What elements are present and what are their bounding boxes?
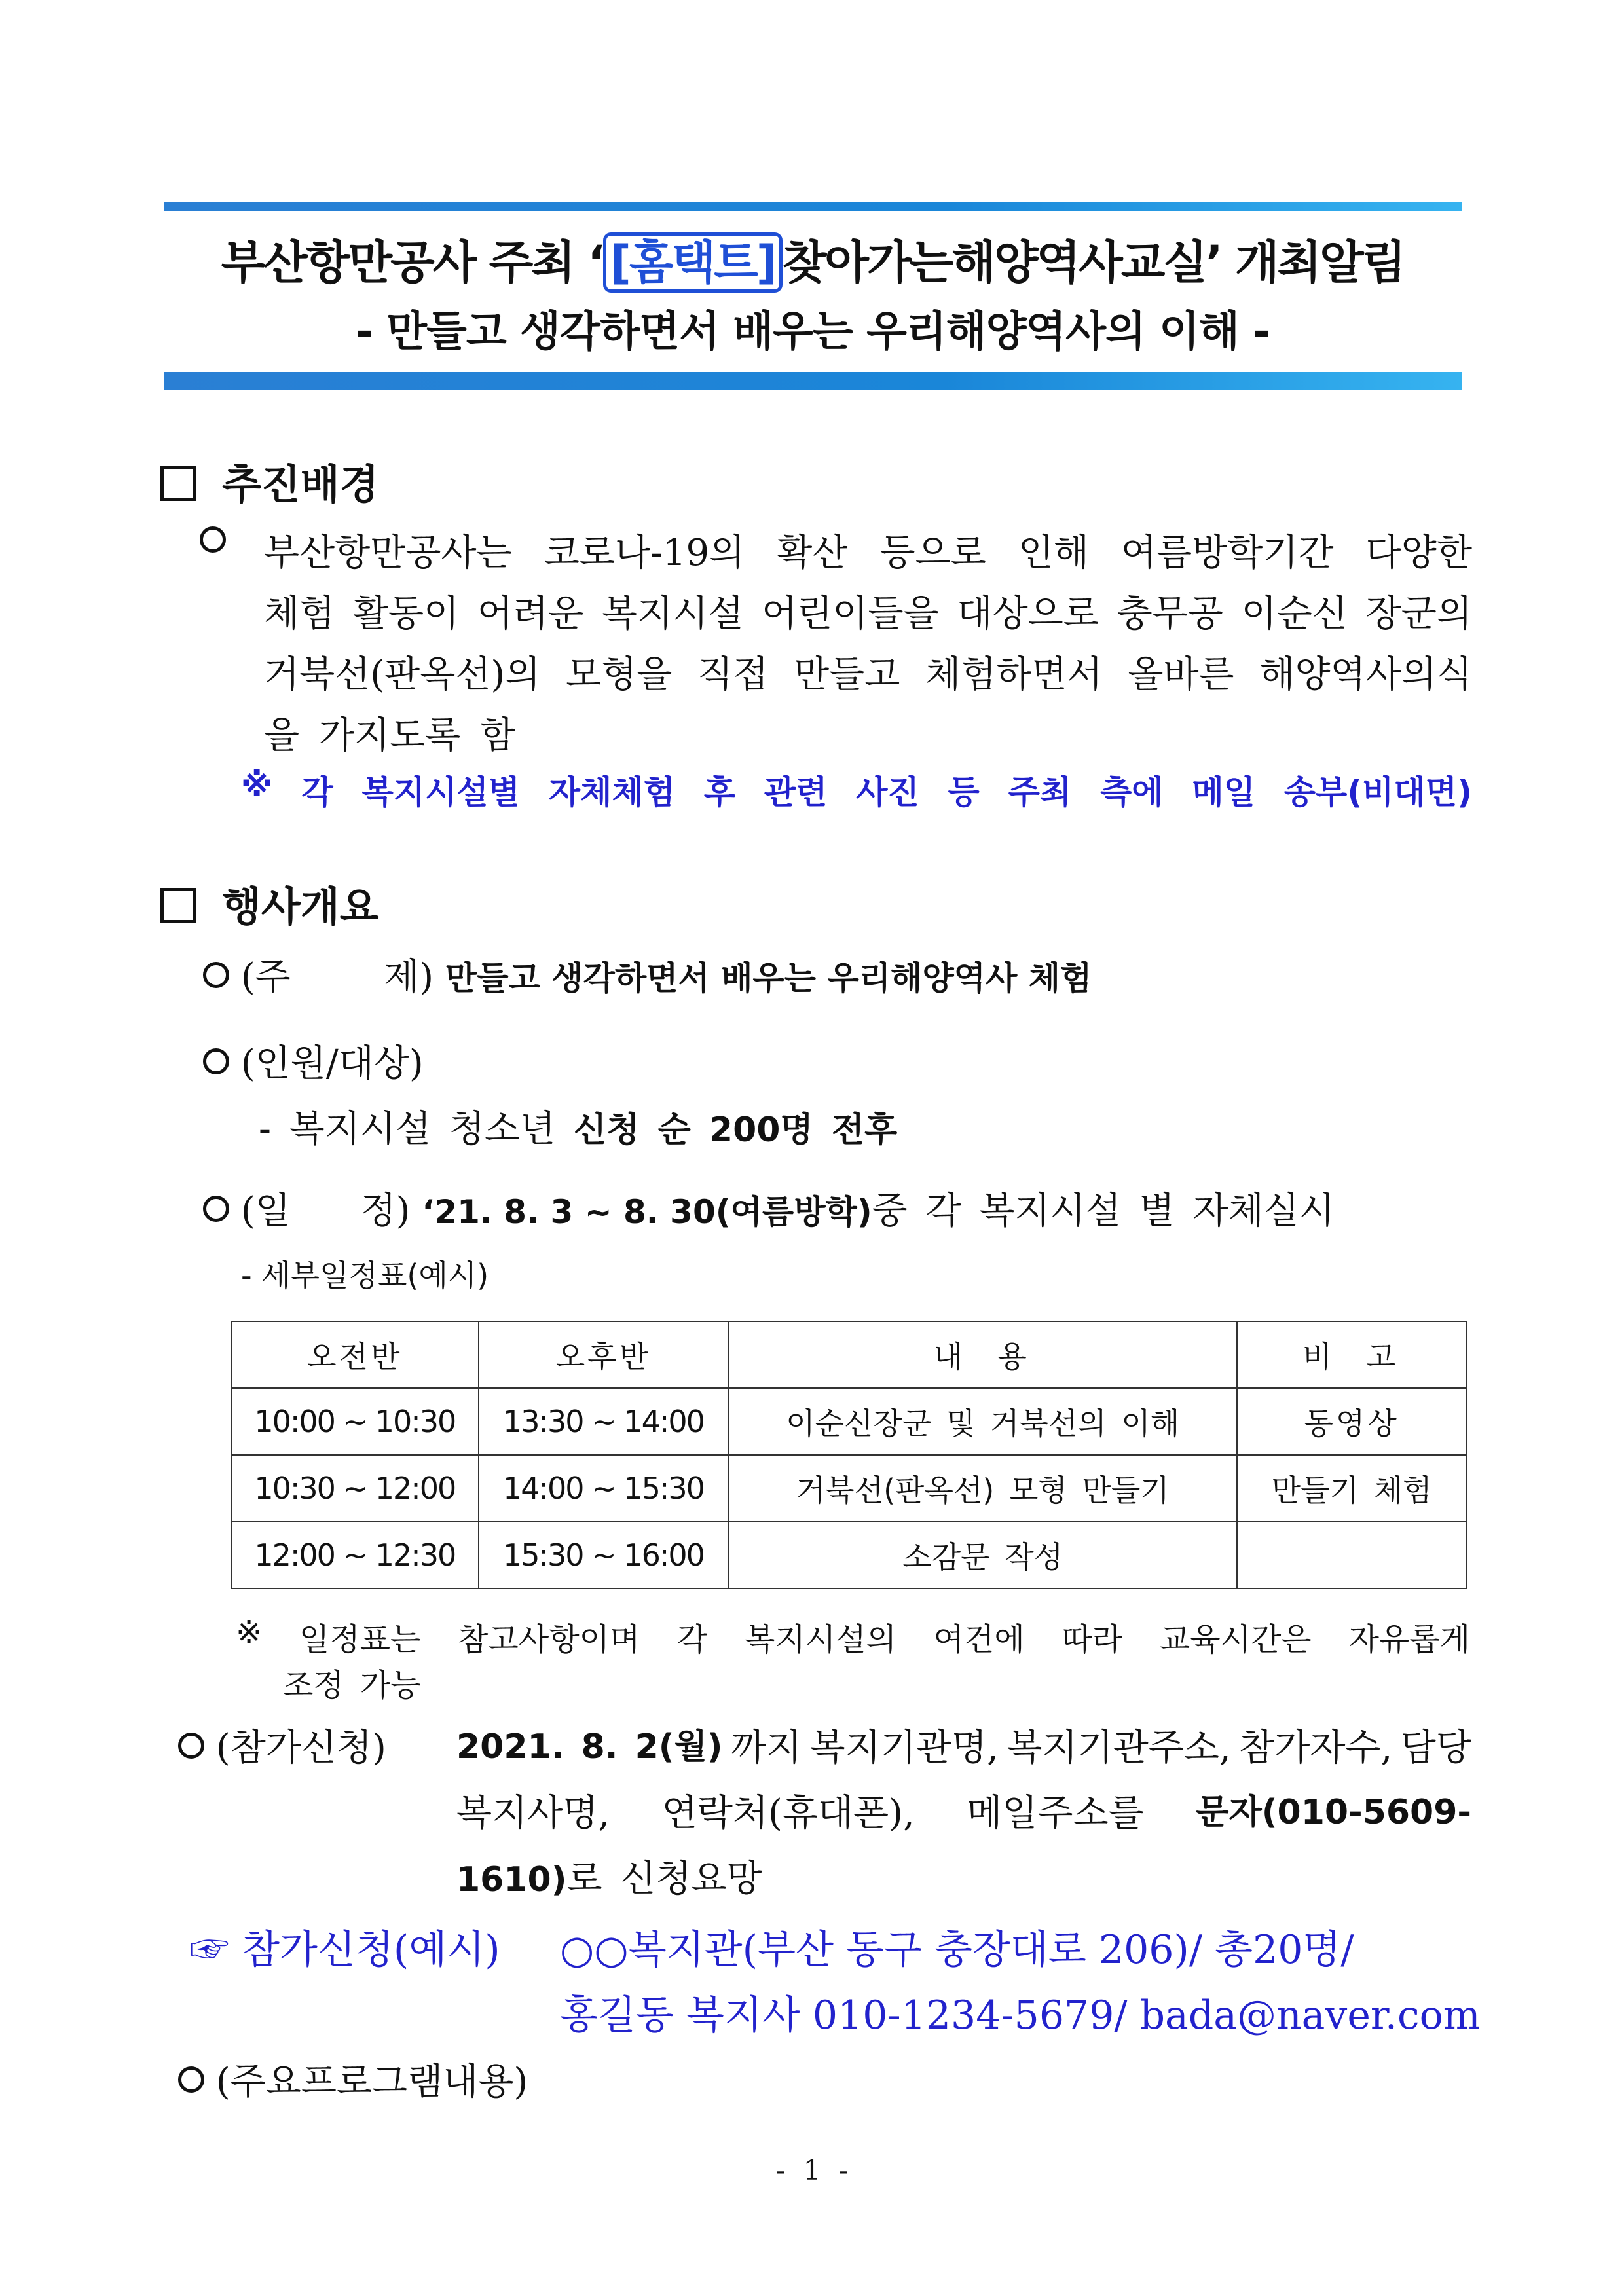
section-title: 행사개요 — [222, 883, 379, 930]
word: 각 — [677, 1621, 708, 1658]
word: 측에 — [1099, 773, 1164, 811]
bullet-circle-icon — [178, 1733, 204, 1759]
title-post: 찾아가는해양역사교실’ 개최알림 — [782, 236, 1405, 289]
word: 후 — [703, 773, 735, 811]
word: 충무공 — [1116, 593, 1223, 635]
target-label: (인원/대상) — [240, 1042, 424, 1085]
word: 이순신 — [1241, 593, 1348, 635]
word: 등으로 — [879, 532, 986, 574]
table-cell: 14:00 ~ 15:30 — [479, 1455, 729, 1522]
table-cell: 10:30 ~ 12:00 — [231, 1455, 479, 1522]
word: 다양한 — [1365, 532, 1472, 574]
word: 만들고 — [794, 653, 900, 696]
word: 관련 — [764, 773, 828, 811]
section-title: 추진배경 — [222, 460, 379, 508]
table-cell: 동영상 — [1237, 1388, 1466, 1455]
table-note-line-1 — [236, 1614, 1470, 1659]
section-heading-overview — [160, 874, 379, 932]
program-label: (주요프로그램내용) — [215, 2061, 528, 2103]
word: 메일 — [1192, 773, 1255, 811]
schedule-label: (일 정) — [240, 1190, 411, 1232]
application-line-3 — [456, 1850, 762, 1902]
word: 복지기관명, — [809, 1727, 999, 1769]
table-row — [231, 1522, 1466, 1588]
application-deadline: 2021. 8. 2(월) — [456, 1727, 723, 1767]
example-row — [190, 1919, 500, 1975]
word: 참가자수, — [1239, 1727, 1393, 1769]
word: 교육시간은 — [1159, 1621, 1312, 1658]
word: 올바른 — [1128, 653, 1234, 696]
table-cell: 만들기 체험 — [1237, 1455, 1466, 1522]
bullet-circle-icon — [178, 2066, 204, 2093]
title-bottom-bar — [164, 372, 1462, 390]
word: ※ — [236, 1614, 263, 1651]
target-pre: - 복지시설 청소년 — [259, 1108, 556, 1150]
application-line-2 — [456, 1784, 1471, 1837]
word: 직접 — [697, 653, 769, 696]
table-header: 비 고 — [1237, 1321, 1466, 1388]
word: 복지사명, — [456, 1792, 610, 1835]
application-phone: 문자(010-5609- — [1196, 1793, 1471, 1832]
background-note — [241, 766, 1472, 813]
word: 각 — [301, 773, 333, 811]
word: 주최 — [1008, 773, 1072, 811]
word: 장군의 — [1365, 593, 1472, 635]
word: 확산 — [777, 532, 848, 574]
word: ※ — [241, 766, 273, 804]
schedule-bold: ‘21. 8. 3 ~ 8. 30(여름방학) — [422, 1193, 872, 1231]
word: 참고사항이며 — [458, 1621, 640, 1658]
word: 담당 — [1400, 1727, 1471, 1769]
word: 어린이들을 — [762, 593, 939, 635]
application-line-1 — [456, 1719, 1471, 1771]
background-line-1 — [264, 524, 1472, 576]
word: 메일주소를 — [967, 1792, 1144, 1835]
theme-label: (주 제) — [240, 956, 434, 999]
table-cell — [1237, 1522, 1466, 1588]
bullet-circle-icon — [203, 1048, 229, 1074]
word: 어려운 — [477, 593, 584, 635]
table-cell: 이순신장군 및 거북선의 이해 — [728, 1388, 1237, 1455]
application-phone-end: 1610) — [456, 1860, 567, 1900]
word: 등 — [948, 773, 980, 811]
word: 체험 — [264, 593, 335, 635]
word: 복지시설 — [602, 593, 744, 635]
word: 일정표는 — [299, 1621, 421, 1658]
word: 모형을 — [566, 653, 673, 696]
table-cell: 15:30 ~ 16:00 — [479, 1522, 729, 1588]
word: 부산항만공사는 — [264, 532, 512, 574]
background-line-2 — [264, 585, 1472, 637]
schedule-table — [231, 1321, 1467, 1589]
word: 연락처(휴대폰), — [661, 1792, 915, 1835]
page-number: - 1 - — [776, 2154, 848, 2186]
word: 자체체험 — [548, 773, 675, 811]
example-line-2: 홍길동 복지사 010-1234-5679/ bada@naver.com — [560, 1992, 1481, 2038]
bullet-circle-icon — [200, 526, 226, 553]
schedule-sub: - 세부일정표(예시) — [241, 1258, 489, 1293]
application-label: (참가신청) — [215, 1727, 386, 1769]
table-cell: 거북선(판옥선) 모형 만들기 — [728, 1455, 1237, 1522]
theme-value: 만들고 생각하면서 배우는 우리해양역사 체험 — [445, 959, 1092, 997]
word: 해양역사의식 — [1259, 653, 1472, 696]
table-header-row — [231, 1321, 1466, 1388]
word: 복지시설의 — [745, 1621, 896, 1658]
word: 복지시설별 — [361, 773, 520, 811]
checkbox-square-icon — [160, 466, 196, 501]
theme-row — [203, 948, 1092, 1001]
target-detail — [259, 1100, 897, 1152]
pointing-hand-icon: ☞ — [190, 1927, 229, 1973]
word: 거북선(판옥선)의 — [264, 653, 541, 696]
example-line-1: ○○복지관(부산 동구 충장대로 206)/ 총20명/ — [560, 1927, 1354, 1973]
table-header: 오후반 — [479, 1321, 729, 1388]
table-cell: 12:00 ~ 12:30 — [231, 1522, 479, 1588]
title-highlight: [홈택트] — [603, 232, 783, 293]
example-label: 참가신청(예시) — [242, 1927, 500, 1973]
background-line-4: 을 가지도록 함 — [264, 714, 516, 757]
target-row — [203, 1035, 424, 1087]
word: 대상으로 — [957, 593, 1099, 635]
table-header: 오전반 — [231, 1321, 479, 1388]
word: 따라 — [1061, 1621, 1123, 1658]
table-row — [231, 1455, 1466, 1522]
word: 복지기관주소, — [1006, 1727, 1231, 1769]
application-bullet — [178, 1719, 386, 1771]
word: 코로나-19의 — [544, 532, 745, 574]
table-note-line-2: 조정 가능 — [283, 1667, 421, 1704]
table-header: 내 용 — [728, 1321, 1237, 1388]
table-cell: 13:30 ~ 14:00 — [479, 1388, 729, 1455]
bullet-circle-icon — [203, 1196, 229, 1222]
word: 인해 — [1018, 532, 1090, 574]
word: 체험하면서 — [925, 653, 1103, 696]
schedule-rest: 중 각 복지시설 별 자체실시 — [872, 1190, 1335, 1232]
word: 사진 — [856, 773, 919, 811]
page-subtitle: - 만들고 생각하면서 배우는 우리해양역사의 이해 - — [356, 308, 1270, 356]
table-row — [231, 1388, 1466, 1455]
word: 자유롭게 — [1348, 1621, 1470, 1658]
target-bold: 신청 순 200명 전후 — [574, 1111, 898, 1150]
section-heading-background — [160, 452, 379, 510]
checkbox-square-icon — [160, 888, 196, 923]
schedule-row — [203, 1182, 1335, 1234]
bullet-circle-icon — [203, 962, 229, 988]
title-pre: 부산항만공사 주최 ‘ — [221, 236, 603, 289]
background-line-3 — [264, 646, 1472, 698]
application-request: 로 신청요망 — [566, 1858, 762, 1900]
word: 송부(비대면) — [1283, 773, 1472, 811]
word: 까지 — [731, 1727, 802, 1769]
page-title — [164, 226, 1462, 292]
table-cell: 소감문 작성 — [728, 1522, 1237, 1588]
word: 활동이 — [352, 593, 460, 635]
word: 여건에 — [933, 1621, 1025, 1658]
program-row — [178, 2053, 528, 2105]
table-cell: 10:00 ~ 10:30 — [231, 1388, 479, 1455]
background-bullet — [200, 521, 226, 563]
title-top-bar — [164, 202, 1462, 211]
word: 여름방학기간 — [1121, 532, 1334, 574]
